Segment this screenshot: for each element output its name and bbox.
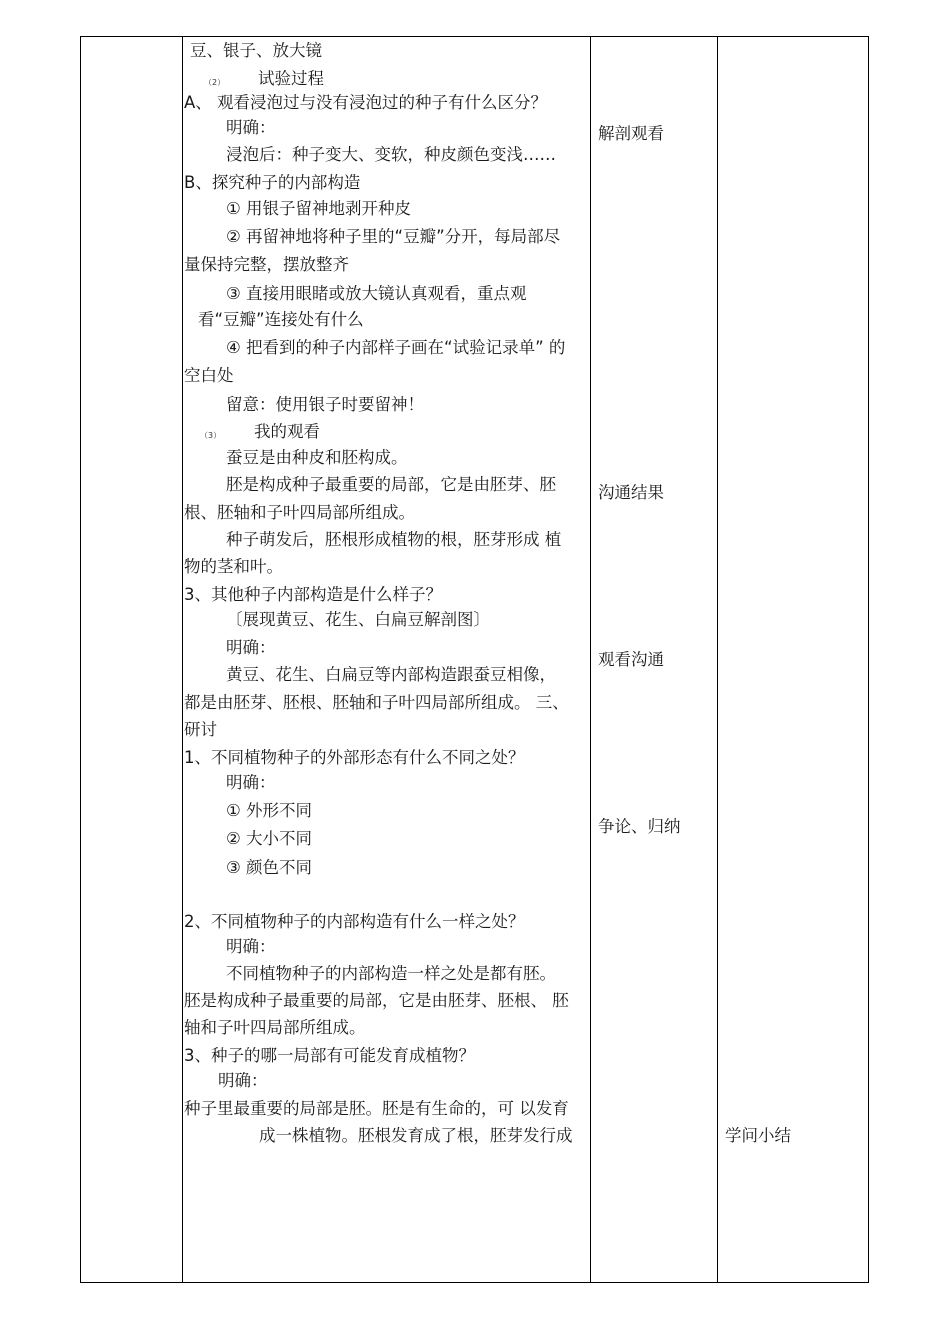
list-item: ① 外形不同 — [226, 801, 313, 820]
text-line: 蚕豆是由种皮和胚构成。 — [226, 448, 408, 467]
question: 1、不同植物种子的外部形态有什么不同之处？ — [184, 748, 525, 767]
text-line: 成一株植物。胚根发育成了根，胚芽发行成 — [259, 1126, 573, 1145]
list-item: ② 大小不同 — [226, 829, 313, 848]
text-line: 黄豆、花生、白扁豆等内部构造跟蚕豆相像， — [226, 665, 556, 684]
text-line: 看“豆瓣”连接处有什么 — [198, 310, 364, 329]
section-heading: B、探究种子的内部构造 — [184, 173, 361, 192]
section-heading: 我的观看 — [254, 422, 320, 441]
step-number: （3） — [200, 431, 222, 440]
lesson-table — [80, 36, 869, 1283]
text-line: 胚是构成种子最重要的局部，它是由胚芽、胚根、 胚 — [184, 991, 569, 1010]
text-line: 物的茎和叶。 — [184, 557, 283, 576]
text-line: 明确： — [226, 773, 276, 792]
text-line: ① 用银子留神地剥开种皮 — [226, 199, 412, 218]
text-line: ④ 把看到的种子内部样子画在“试验记录单” 的 — [226, 338, 566, 357]
column-divider — [717, 36, 718, 1283]
text-line: 明确： — [226, 118, 276, 137]
text-line: 留意：使用银子时要留神！ — [226, 395, 424, 414]
question: 2、不同植物种子的内部构造有什么一样之处？ — [184, 912, 525, 931]
notes-label: 学问小结 — [725, 1126, 791, 1145]
text-line: ② 再留神地将种子里的“豆瓣”分开，每局部尽 — [226, 227, 561, 246]
text-line: 浸泡后：种子变大、变软，种皮颜色变浅…… — [226, 145, 556, 164]
column-divider — [590, 36, 591, 1283]
text-line: 明确： — [226, 937, 276, 956]
activity-label: 观看沟通 — [598, 650, 664, 669]
text-line: 胚是构成种子最重要的局部，它是由胚芽、胚 — [226, 475, 556, 494]
text-line: 研讨 — [184, 720, 217, 739]
question: A、 观看浸泡过与没有浸泡过的种子有什么区分？ — [184, 93, 548, 112]
text-line: 根、胚轴和子叶四局部所组成。 — [184, 503, 415, 522]
text-line: ③ 直接用眼睹或放大镜认真观看，重点观 — [226, 284, 527, 303]
text-line: 量保持完整，摆放整齐 — [184, 255, 349, 274]
question: 3、其他种子内部构造是什么样子？ — [184, 585, 442, 604]
list-item: ③ 颜色不同 — [226, 858, 313, 877]
question: 3、种子的哪一局部有可能发育成植物？ — [184, 1046, 475, 1065]
text-line: 种子里最重要的局部是胚。胚是有生命的，可 以发育 — [184, 1099, 569, 1118]
text-line: 明确： — [226, 638, 276, 657]
step-number: （2） — [204, 78, 226, 87]
section-heading: 试验过程 — [258, 69, 324, 88]
text-line: 〔展现黄豆、花生、白扁豆解剖图〕 — [226, 610, 490, 629]
text-line: 种子萌发后，胚根形成植物的根，胚芽形成 植 — [226, 530, 562, 549]
text-line: 豆、银子、放大镜 — [190, 41, 322, 60]
text-line: 都是由胚芽、胚根、胚轴和子叶四局部所组成。 三、 — [184, 693, 569, 712]
activity-label: 争论、归纳 — [598, 817, 681, 836]
text-line: 明确： — [218, 1071, 268, 1090]
text-line: 轴和子叶四局部所组成。 — [184, 1018, 366, 1037]
activity-label: 解剖观看 — [598, 124, 664, 143]
text-line: 不同植物种子的内部构造一样之处是都有胚。 — [226, 964, 556, 983]
text-line: 空白处 — [184, 366, 234, 385]
activity-label: 沟通结果 — [598, 483, 664, 502]
column-divider — [182, 36, 183, 1283]
